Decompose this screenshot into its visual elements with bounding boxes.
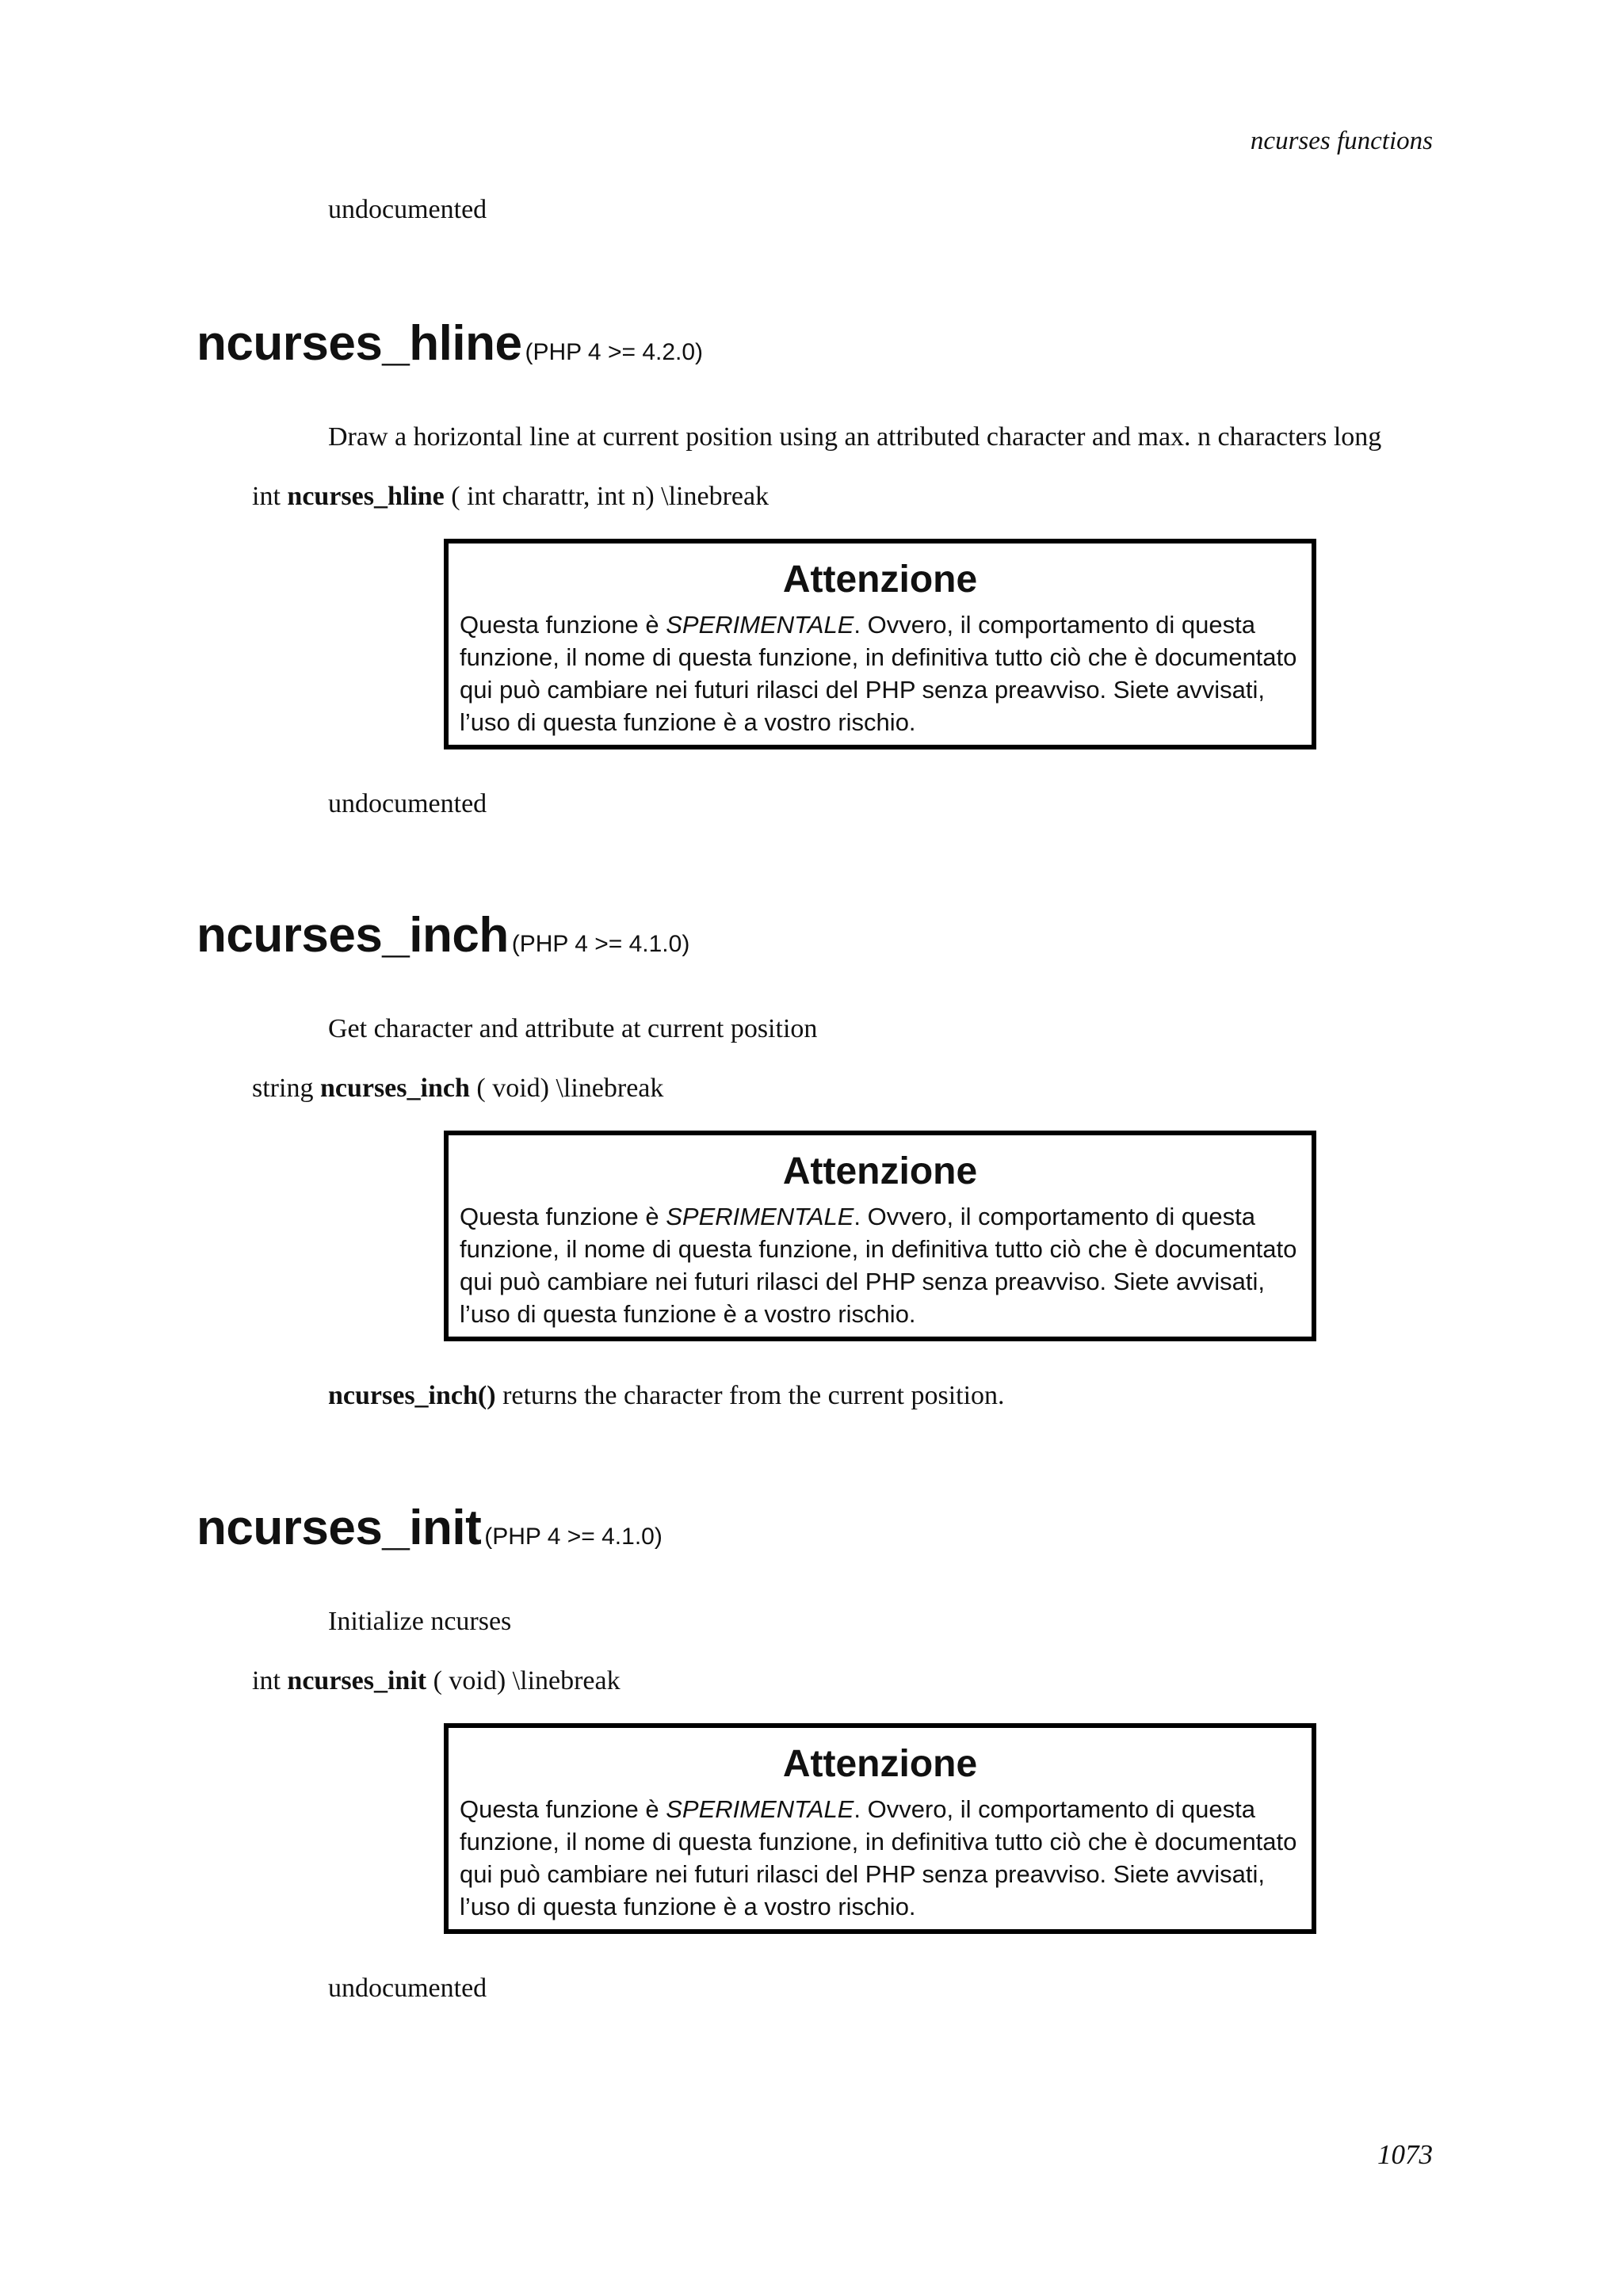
- warning-box: [444, 539, 1316, 749]
- function-synopsis: [252, 482, 769, 512]
- synopsis-function-name: ncurses_hline: [287, 482, 445, 511]
- warning-text: Questa funzione è SPERIMENTALE. Ovvero, il comportamento di questa funzione, il nome di questa funzione, in definitiva tutto ciò che è documentato qui può cambiare nei futuri rilasci del PHP senza preavviso. Siete avvisati, l’uso di questa funzione è a vostro rischio.: [460, 1203, 1297, 1328]
- warning-emphasis: SPERIMENTALE: [666, 611, 854, 639]
- function-heading-init: [197, 1500, 663, 1556]
- function-name: ncurses_hline: [197, 316, 522, 371]
- function-name: ncurses_inch: [197, 908, 509, 963]
- function-description: Draw a horizontal line at current position using an attributed character and max. n characters long: [328, 422, 1382, 452]
- synopsis-function-name: ncurses_init: [287, 1666, 427, 1695]
- synopsis-function-name: ncurses_inch: [319, 1074, 470, 1103]
- return-type: int: [252, 1666, 281, 1695]
- warning-box: [444, 1723, 1316, 1934]
- function-name: ncurses_init: [197, 1501, 482, 1555]
- synopsis-params: ( void) \linebreak: [469, 1074, 664, 1103]
- function-description: Get character and attribute at current position: [328, 1014, 818, 1043]
- function-description: Initialize ncurses: [328, 1607, 512, 1636]
- warning-title: Attenzione: [782, 559, 978, 601]
- function-note: undocumented: [328, 1974, 487, 2003]
- function-note: ncurses_inch() returns the character from the current position.: [328, 1381, 1005, 1410]
- return-type: int: [252, 482, 281, 511]
- return-type: string: [252, 1074, 314, 1103]
- warning-box: [444, 1131, 1316, 1341]
- function-note: undocumented: [328, 789, 487, 818]
- running-header: ncurses functions: [1250, 127, 1433, 155]
- warning-text: Questa funzione è SPERIMENTALE. Ovvero, il comportamento di questa funzione, il nome di questa funzione, in definitiva tutto ciò che è documentato qui può cambiare nei futuri rilasci del PHP senza preavviso. Siete avvisati, l’uso di questa funzione è a vostro rischio.: [460, 611, 1297, 736]
- function-heading-inch: [197, 907, 689, 963]
- note-function-name: ncurses_inch(): [328, 1381, 496, 1410]
- top-note: undocumented: [328, 195, 487, 224]
- warning-title: Attenzione: [782, 1743, 978, 1785]
- warning-emphasis: SPERIMENTALE: [666, 1203, 854, 1230]
- synopsis-params: ( void) \linebreak: [426, 1666, 621, 1695]
- function-version: (PHP 4 >= 4.2.0): [525, 339, 704, 365]
- synopsis-params: ( int charattr, int n) \linebreak: [444, 482, 769, 511]
- function-version: (PHP 4 >= 4.1.0): [484, 1524, 663, 1550]
- function-version: (PHP 4 >= 4.1.0): [511, 931, 690, 957]
- warning-title: Attenzione: [782, 1150, 978, 1192]
- function-heading-hline: [197, 315, 703, 372]
- page-number: 1073: [1377, 2139, 1433, 2170]
- function-synopsis: [252, 1074, 663, 1104]
- function-synopsis: [252, 1666, 621, 1696]
- warning-text: Questa funzione è SPERIMENTALE. Ovvero, il comportamento di questa funzione, il nome di questa funzione, in definitiva tutto ciò che è documentato qui può cambiare nei futuri rilasci del PHP senza preavviso. Siete avvisati, l’uso di questa funzione è a vostro rischio.: [460, 1795, 1297, 1920]
- warning-emphasis: SPERIMENTALE: [666, 1795, 854, 1823]
